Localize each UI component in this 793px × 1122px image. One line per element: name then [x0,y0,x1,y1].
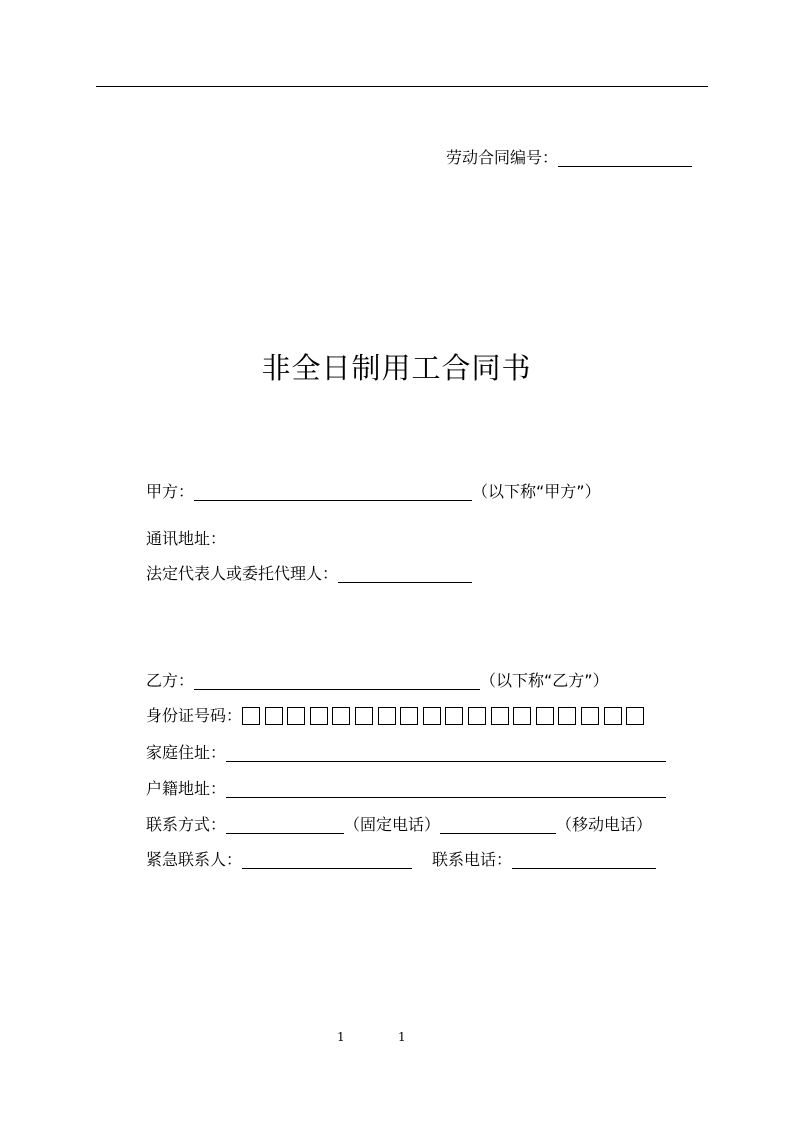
party-a-representative-field[interactable] [338,564,472,583]
id-digit-box[interactable] [468,707,486,725]
contract-number-field[interactable] [558,148,692,167]
id-digit-box[interactable] [355,707,373,725]
id-digit-box[interactable] [536,707,554,725]
landline-label: （固定电话） [344,815,441,834]
party-b-household-address-line [146,779,666,799]
party-a-suffix: （以下称“甲方”） [472,482,601,501]
party-a-field[interactable] [194,482,472,501]
party-b-emergency-line [146,850,656,870]
id-digit-box[interactable] [400,707,418,725]
id-digit-box[interactable] [332,707,350,725]
mobile-field[interactable] [440,815,556,834]
party-b-label: 乙方： [146,671,195,690]
id-digit-box[interactable] [491,707,509,725]
party-b-field[interactable] [194,671,480,690]
id-digit-box[interactable] [604,707,622,725]
id-digit-box[interactable] [445,707,463,725]
party-b-home-address-line [146,743,666,763]
contact-phone-label: 联系电话： [432,850,513,869]
id-digit-box[interactable] [310,707,328,725]
id-digit-box[interactable] [423,707,441,725]
id-digit-box[interactable] [242,707,260,725]
party-a-representative-line [146,564,472,584]
party-a-address-label: 通讯地址： [146,529,227,548]
landline-field[interactable] [226,815,344,834]
document-title: 非全日制用工合同书 [261,351,532,385]
party-a-representative-label: 法定代表人或委托代理人： [146,564,339,583]
party-b-id-line [146,706,644,730]
id-digit-box[interactable] [626,707,644,725]
party-b-contact-line [146,815,652,835]
party-b-household-address-field[interactable] [226,779,666,798]
id-digit-box[interactable] [558,707,576,725]
party-b-suffix: （以下称“乙方”） [480,671,609,690]
party-b-home-address-label: 家庭住址： [146,743,227,762]
contract-number-line [446,148,692,168]
id-number-boxes [242,707,644,730]
page-number: 1 [337,1030,345,1044]
party-a-label: 甲方： [146,482,195,501]
emergency-contact-field[interactable] [242,850,412,869]
party-b-contact-label: 联系方式： [146,815,227,834]
party-b-household-address-label: 户籍地址： [146,779,227,798]
id-digit-box[interactable] [513,707,531,725]
contact-phone-field[interactable] [512,850,656,869]
party-b-line [146,671,609,691]
id-digit-box[interactable] [265,707,283,725]
mobile-label: （移动电话） [556,815,653,834]
emergency-contact-label: 紧急联系人： [146,850,243,869]
contract-number-label: 劳动合同编号： [446,148,559,167]
id-digit-box[interactable] [287,707,305,725]
page-number: 1 [398,1030,406,1044]
party-a-line [146,482,601,502]
party-b-id-label: 身份证号码： [146,706,243,725]
id-digit-box[interactable] [378,707,396,725]
header-rule [96,86,708,87]
id-digit-box[interactable] [581,707,599,725]
party-b-home-address-field[interactable] [226,743,666,762]
party-a-address-line [146,529,226,549]
